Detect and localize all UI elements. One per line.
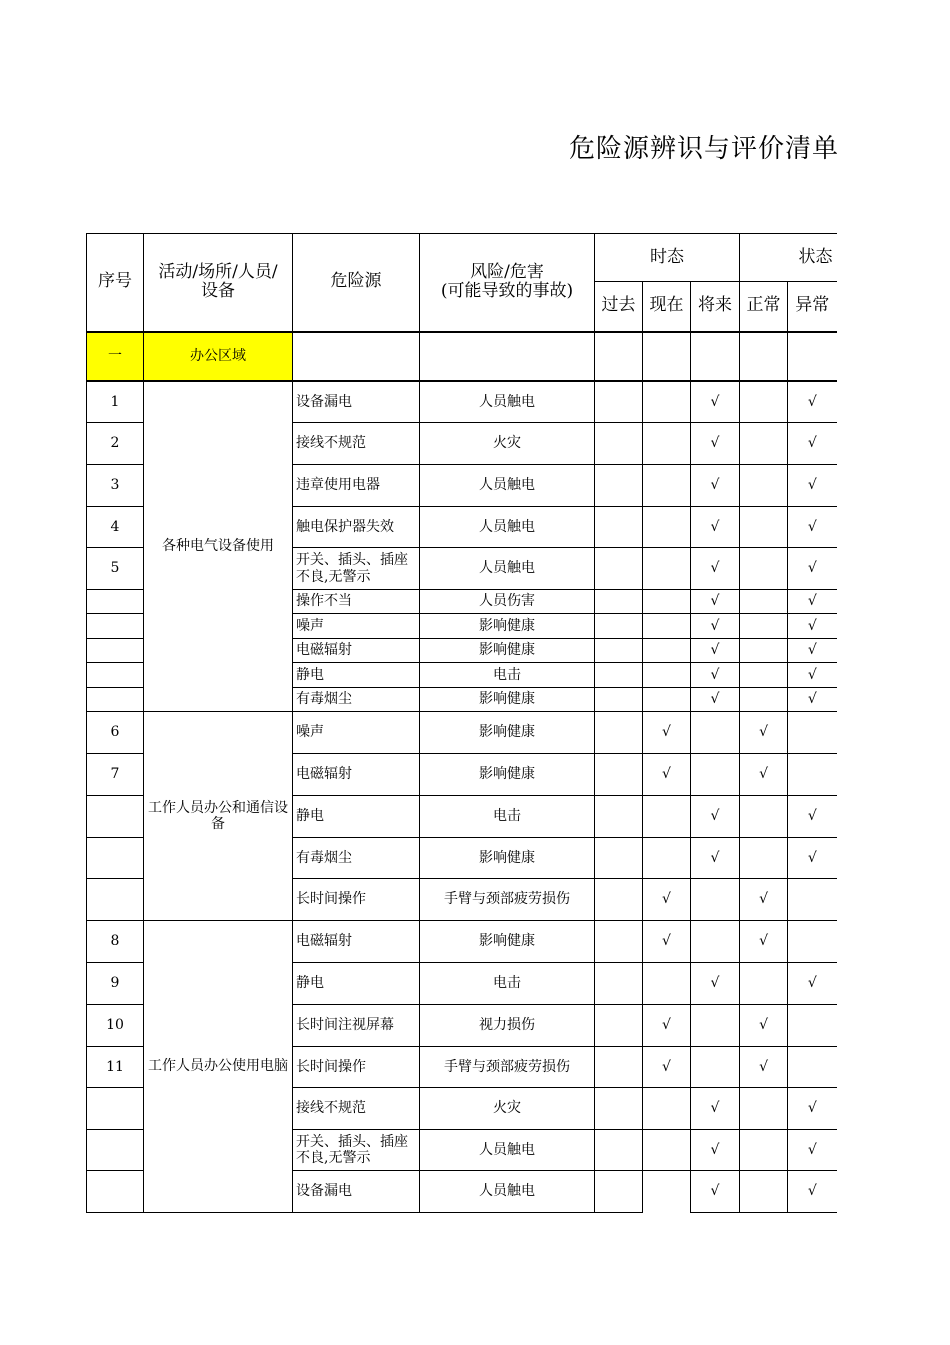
future-check: √	[691, 548, 740, 590]
normal-check	[740, 963, 788, 1005]
risk-cell: 人员触电	[420, 1130, 595, 1171]
abnormal-check: √	[788, 688, 837, 712]
row-seq	[87, 614, 144, 639]
future-check	[691, 1005, 740, 1047]
past-check	[595, 712, 643, 754]
hazard-table	[86, 233, 837, 1213]
future-check: √	[691, 663, 740, 688]
header-risk-line2: (可能导致的事故)	[440, 281, 574, 302]
present-check: √	[643, 712, 691, 754]
row-seq	[87, 639, 144, 663]
normal-check	[740, 688, 788, 712]
abnormal-check: √	[788, 614, 837, 639]
hazard-cell: 操作不当	[293, 590, 420, 614]
section-empty-cell	[788, 332, 837, 381]
present-check	[643, 614, 691, 639]
risk-cell: 影响健康	[420, 838, 595, 879]
table-row	[87, 712, 837, 754]
row-seq	[87, 590, 144, 614]
future-check: √	[691, 423, 740, 465]
future-check: √	[691, 614, 740, 639]
hazard-cell: 电磁辐射	[293, 639, 420, 663]
header-activity-line1: 活动/场所/人员/	[158, 261, 278, 282]
header-normal: 正常	[740, 282, 788, 332]
abnormal-check	[788, 1047, 837, 1088]
header-activity	[144, 234, 293, 332]
abnormal-check: √	[788, 381, 837, 423]
table-row	[87, 381, 837, 423]
hazard-cell: 接线不规范	[293, 423, 420, 465]
present-check	[643, 590, 691, 614]
header-hazard: 危险源	[293, 234, 420, 332]
past-check	[595, 963, 643, 1005]
future-check	[691, 1047, 740, 1088]
risk-cell: 手臂与颈部疲劳损伤	[420, 1047, 595, 1088]
section-empty-cell	[643, 332, 691, 381]
present-check: √	[643, 879, 691, 921]
abnormal-check: √	[788, 507, 837, 548]
past-check	[595, 1047, 643, 1088]
normal-check: √	[740, 712, 788, 754]
present-check	[643, 465, 691, 507]
risk-cell: 影响健康	[420, 688, 595, 712]
past-check	[595, 639, 643, 663]
row-seq: 10	[87, 1005, 144, 1047]
normal-check	[740, 381, 788, 423]
risk-cell: 人员触电	[420, 1171, 595, 1213]
future-check: √	[691, 796, 740, 838]
risk-cell: 火灾	[420, 1088, 595, 1130]
hazard-cell: 长时间注视屏幕	[293, 1005, 420, 1047]
section-seq: 一	[87, 332, 144, 381]
risk-cell: 电击	[420, 663, 595, 688]
section-empty-cell	[293, 332, 420, 381]
future-check: √	[691, 688, 740, 712]
present-check	[643, 688, 691, 712]
section-empty-cell	[420, 332, 595, 381]
risk-cell: 人员触电	[420, 465, 595, 507]
past-check	[595, 796, 643, 838]
normal-check	[740, 1088, 788, 1130]
abnormal-check: √	[788, 1171, 837, 1213]
past-check	[595, 879, 643, 921]
row-seq	[87, 879, 144, 921]
past-check	[595, 921, 643, 963]
risk-cell: 人员触电	[420, 507, 595, 548]
section-empty-cell	[595, 332, 643, 381]
past-check	[595, 381, 643, 423]
normal-check	[740, 838, 788, 879]
normal-check	[740, 590, 788, 614]
abnormal-check: √	[788, 663, 837, 688]
hazard-cell: 有毒烟尘	[293, 688, 420, 712]
row-seq: 1	[87, 381, 144, 423]
section-empty-cell	[691, 332, 740, 381]
present-check: √	[643, 1047, 691, 1088]
normal-check	[740, 1130, 788, 1171]
risk-cell: 火灾	[420, 423, 595, 465]
present-check	[643, 507, 691, 548]
risk-cell: 人员触电	[420, 381, 595, 423]
normal-check	[740, 663, 788, 688]
row-seq	[87, 1171, 144, 1213]
row-seq: 7	[87, 754, 144, 796]
document-title: 危险源辨识与评价清单	[569, 134, 840, 164]
future-check: √	[691, 465, 740, 507]
past-check	[595, 614, 643, 639]
normal-check	[740, 548, 788, 590]
row-seq	[87, 663, 144, 688]
hazard-cell: 静电	[293, 663, 420, 688]
abnormal-check: √	[788, 1088, 837, 1130]
present-check	[643, 838, 691, 879]
present-check	[643, 663, 691, 688]
section-name: 办公区域	[144, 332, 293, 381]
abnormal-check	[788, 1005, 837, 1047]
header-activity-line2: 设备	[201, 281, 235, 302]
future-check	[691, 754, 740, 796]
future-check: √	[691, 639, 740, 663]
past-check	[595, 1005, 643, 1047]
row-seq	[87, 838, 144, 879]
section-empty-cell	[740, 332, 788, 381]
row-seq: 6	[87, 712, 144, 754]
risk-cell: 电击	[420, 796, 595, 838]
row-seq: 5	[87, 548, 144, 590]
present-check	[643, 963, 691, 1005]
abnormal-check	[788, 754, 837, 796]
present-check: √	[643, 1005, 691, 1047]
abnormal-check	[788, 921, 837, 963]
risk-cell: 人员伤害	[420, 590, 595, 614]
hazard-cell: 噪声	[293, 614, 420, 639]
hazard-cell: 电磁辐射	[293, 921, 420, 963]
row-seq: 8	[87, 921, 144, 963]
hazard-cell: 违章使用电器	[293, 465, 420, 507]
normal-check: √	[740, 1005, 788, 1047]
abnormal-check: √	[788, 796, 837, 838]
present-check	[643, 423, 691, 465]
present-check: √	[643, 921, 691, 963]
hazard-cell: 有毒烟尘	[293, 838, 420, 879]
normal-check	[740, 507, 788, 548]
hazard-cell: 设备漏电	[293, 381, 420, 423]
row-seq	[87, 796, 144, 838]
future-check	[691, 712, 740, 754]
future-check: √	[691, 590, 740, 614]
abnormal-check: √	[788, 423, 837, 465]
present-check	[643, 796, 691, 838]
row-seq: 2	[87, 423, 144, 465]
header-seq: 序号	[87, 234, 144, 332]
future-check: √	[691, 838, 740, 879]
present-check	[643, 1171, 691, 1213]
future-check: √	[691, 1171, 740, 1213]
abnormal-check: √	[788, 639, 837, 663]
past-check	[595, 838, 643, 879]
past-check	[595, 548, 643, 590]
header-risk	[420, 234, 595, 332]
past-check	[595, 754, 643, 796]
risk-cell: 影响健康	[420, 754, 595, 796]
abnormal-check: √	[788, 838, 837, 879]
activity-cell: 工作人员办公和通信设备	[144, 712, 293, 921]
risk-cell: 视力损伤	[420, 1005, 595, 1047]
hazard-cell: 接线不规范	[293, 1088, 420, 1130]
normal-check	[740, 465, 788, 507]
past-check	[595, 688, 643, 712]
abnormal-check: √	[788, 963, 837, 1005]
abnormal-check: √	[788, 548, 837, 590]
future-check	[691, 921, 740, 963]
abnormal-check: √	[788, 590, 837, 614]
activity-cell: 工作人员办公使用电脑	[144, 921, 293, 1213]
row-seq	[87, 1088, 144, 1130]
risk-cell: 影响健康	[420, 712, 595, 754]
normal-check	[740, 639, 788, 663]
abnormal-check	[788, 712, 837, 754]
past-check	[595, 663, 643, 688]
hazard-cell: 触电保护器失效	[293, 507, 420, 548]
hazard-cell: 开关、插头、插座不良,无警示	[293, 548, 420, 590]
normal-check: √	[740, 921, 788, 963]
normal-check: √	[740, 754, 788, 796]
future-check: √	[691, 1130, 740, 1171]
header-present: 现在	[643, 282, 691, 332]
present-check	[643, 381, 691, 423]
future-check: √	[691, 381, 740, 423]
normal-check	[740, 614, 788, 639]
risk-cell: 影响健康	[420, 639, 595, 663]
hazard-cell: 静电	[293, 796, 420, 838]
future-check	[691, 879, 740, 921]
hazard-cell: 噪声	[293, 712, 420, 754]
past-check	[595, 507, 643, 548]
present-check	[643, 1130, 691, 1171]
header-abnormal: 异常	[788, 282, 837, 332]
header-state: 状态	[740, 234, 837, 282]
past-check	[595, 423, 643, 465]
hazard-cell: 设备漏电	[293, 1171, 420, 1213]
normal-check	[740, 796, 788, 838]
table-row	[87, 921, 837, 963]
past-check	[595, 1130, 643, 1171]
past-check	[595, 1088, 643, 1130]
past-check	[595, 465, 643, 507]
risk-cell: 人员触电	[420, 548, 595, 590]
row-seq	[87, 1130, 144, 1171]
future-check: √	[691, 507, 740, 548]
header-past: 过去	[595, 282, 643, 332]
header-risk-line1: 风险/危害	[470, 261, 544, 282]
normal-check	[740, 1171, 788, 1213]
future-check: √	[691, 1088, 740, 1130]
row-seq: 11	[87, 1047, 144, 1088]
hazard-cell: 长时间操作	[293, 879, 420, 921]
past-check	[595, 590, 643, 614]
present-check	[643, 548, 691, 590]
row-seq	[87, 688, 144, 712]
abnormal-check	[788, 879, 837, 921]
risk-cell: 影响健康	[420, 921, 595, 963]
hazard-cell: 开关、插头、插座不良,无警示	[293, 1130, 420, 1171]
normal-check: √	[740, 879, 788, 921]
hazard-cell: 电磁辐射	[293, 754, 420, 796]
abnormal-check: √	[788, 1130, 837, 1171]
risk-cell: 电击	[420, 963, 595, 1005]
risk-cell: 影响健康	[420, 614, 595, 639]
future-check: √	[691, 963, 740, 1005]
normal-check: √	[740, 1047, 788, 1088]
present-check: √	[643, 754, 691, 796]
header-tense: 时态	[595, 234, 740, 282]
risk-cell: 手臂与颈部疲劳损伤	[420, 879, 595, 921]
activity-cell: 各种电气设备使用	[144, 381, 293, 712]
hazard-cell: 静电	[293, 963, 420, 1005]
normal-check	[740, 423, 788, 465]
abnormal-check: √	[788, 465, 837, 507]
past-check	[595, 1171, 643, 1213]
hazard-cell: 长时间操作	[293, 1047, 420, 1088]
row-seq: 4	[87, 507, 144, 548]
row-seq: 9	[87, 963, 144, 1005]
present-check	[643, 1088, 691, 1130]
present-check	[643, 639, 691, 663]
header-future: 将来	[691, 282, 740, 332]
row-seq: 3	[87, 465, 144, 507]
